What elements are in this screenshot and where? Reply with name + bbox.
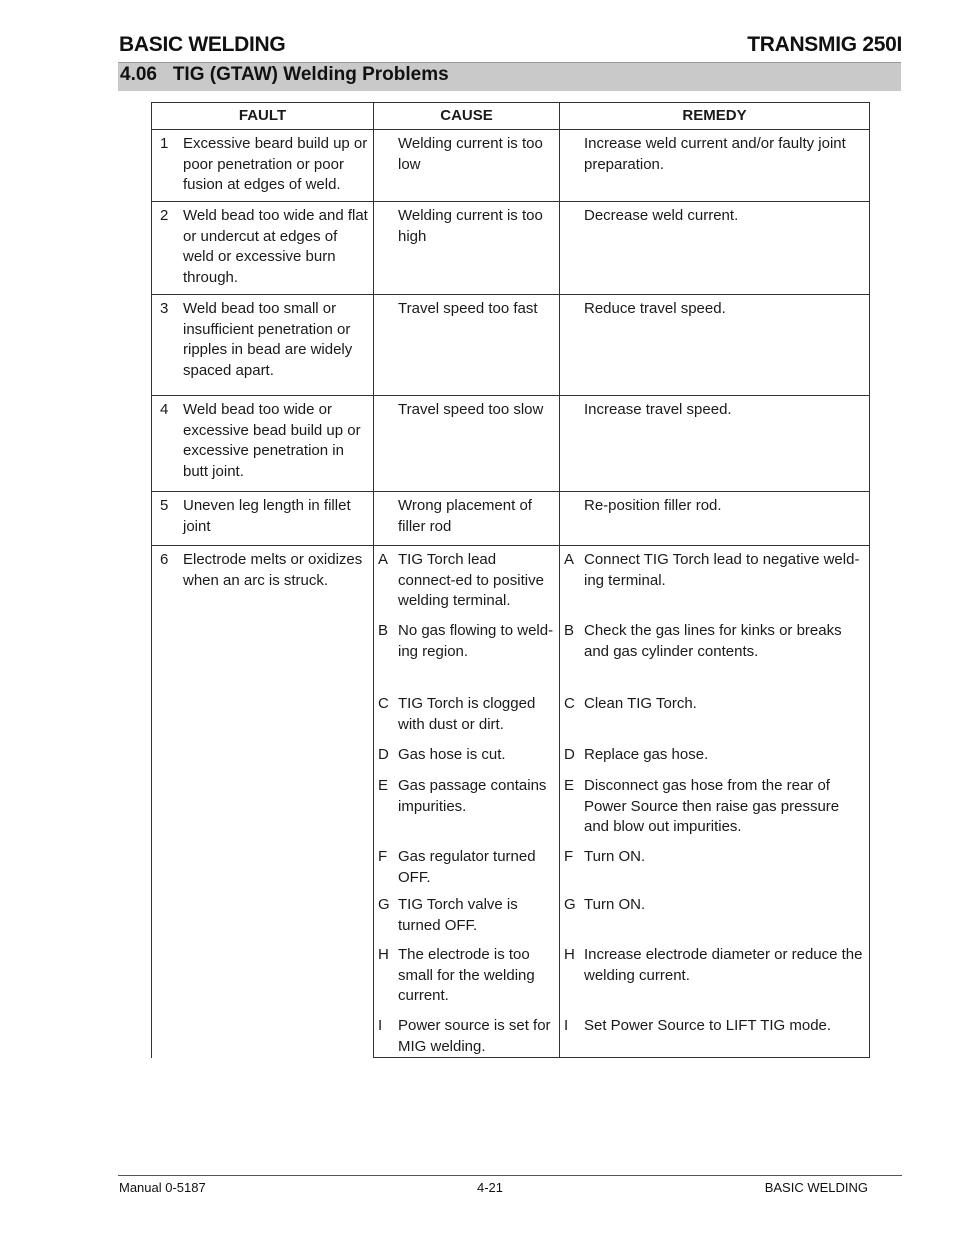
table-header-row [152,103,870,130]
header-left-title: BASIC WELDING [119,33,286,56]
footer-divider [118,1175,902,1176]
remedy-cell [560,843,870,891]
remedy-text: Set Power Source to LIFT TIG mode. [584,1017,832,1034]
remedy-content [560,690,869,715]
remedy-label [564,134,584,175]
cause-text: No gas flowing to weld-ing region. [398,622,554,660]
section-title: 4.06 TIG (GTAW) Welding Problems [120,64,449,85]
column-header-remedy: REMEDY [560,103,870,130]
fault-label: 1 [160,135,169,152]
remedy-content [560,617,869,662]
cause-cell [374,891,560,941]
remedy-label [564,206,584,227]
cause-cell [374,202,560,295]
cause-label: E [378,777,389,794]
remedy-content [560,941,869,986]
remedy-label: I [564,1017,569,1034]
cause-text: Gas passage contains impurities. [398,777,547,815]
cause-content [374,1012,559,1057]
cause-label: I [378,1017,383,1034]
remedy-content [560,891,869,916]
fault-content [152,295,373,381]
remedy-content [560,843,869,868]
cause-cell [374,396,560,492]
cause-content [374,295,559,320]
fault-text: Weld bead too wide and flat or undercut at edges of weld or excessive burn through. [183,207,368,286]
table-row [152,492,870,546]
remedy-label: E [564,777,575,794]
fault-cell [152,546,374,1058]
cause-content [374,741,559,766]
remedy-cell [560,396,870,492]
cause-label: D [378,746,389,763]
remedy-text: Reduce travel speed. [584,300,726,317]
remedy-label [564,496,584,517]
remedy-text: Replace gas hose. [584,746,709,763]
cause-label: A [378,551,389,568]
cause-cell [374,130,560,202]
cause-text: Welding current is too high [398,207,543,245]
remedy-label [564,299,584,320]
remedy-cell [560,941,870,1012]
cause-label [378,299,398,320]
remedy-cell [560,617,870,690]
fault-content [152,130,373,196]
cause-label [378,134,398,175]
fault-content [152,546,373,591]
cause-cell [374,941,560,1012]
fault-text: Weld bead too small or insufficient penetration or ripples in bead are widely spaced apart. [183,300,353,379]
table-row [152,202,870,295]
header-right-title: TRANSMIG 250I [747,33,902,56]
cause-cell [374,492,560,546]
remedy-label: H [564,946,575,963]
cause-cell [374,295,560,396]
fault-content [152,202,373,288]
cause-label: F [378,848,388,865]
remedy-cell [560,741,870,772]
fault-text: Uneven leg length in fillet joint [183,497,351,535]
fault-cell [152,130,374,202]
table-body [152,130,870,1058]
cause-text: Travel speed too slow [398,401,544,418]
remedy-label [564,400,584,421]
remedy-cell [560,130,870,202]
cause-text: Welding current is too low [398,135,543,173]
cause-text: Gas regulator turned OFF. [398,848,536,886]
cause-text: TIG Torch lead connect-ed to positive welding terminal. [398,551,544,609]
remedy-cell [560,772,870,843]
remedy-text: Decrease weld current. [584,207,739,224]
cause-content [374,843,559,888]
cause-text: TIG Torch valve is turned OFF. [398,896,518,934]
cause-text: Power source is set for MIG welding. [398,1017,551,1055]
cause-cell [374,741,560,772]
remedy-content [560,396,869,421]
cause-label: C [378,695,389,712]
cause-text: Wrong placement of filler rod [398,497,532,535]
fault-text: Electrode melts or oxidizes when an arc is struck. [183,551,363,589]
section-header-bar [118,62,901,91]
fault-label: 4 [160,401,169,418]
troubleshooting-table [151,102,870,1058]
cause-content [374,396,559,421]
cause-content [374,492,559,537]
fault-text: Excessive beard build up or poor penetration or poor fusion at edges of weld. [183,135,368,193]
column-header-cause: CAUSE [374,103,560,130]
remedy-text: Turn ON. [584,848,646,865]
footer-section-name: BASIC WELDING [764,1180,868,1195]
remedy-label: G [564,896,576,913]
remedy-text: Turn ON. [584,896,646,913]
cause-content [374,690,559,735]
cause-content [374,130,559,175]
remedy-text: Increase electrode diameter or reduce the welding current. [584,946,863,984]
remedy-text: Check the gas lines for kinks or breaks and gas cylinder contents. [584,622,842,660]
cause-text: Gas hose is cut. [398,746,506,763]
remedy-content [560,130,869,175]
cause-label [378,400,398,421]
remedy-cell [560,891,870,941]
fault-content [152,396,373,482]
table-row [152,546,870,618]
remedy-cell [560,546,870,618]
fault-cell [152,295,374,396]
cause-label [378,496,398,537]
cause-label: B [378,622,389,639]
remedy-text: Disconnect gas hose from the rear of Power Source then raise gas pressure and blow out impurities. [584,777,840,835]
cause-content [374,772,559,817]
remedy-text: Connect TIG Torch lead to negative weld-ing terminal. [584,551,860,589]
fault-cell [152,396,374,492]
remedy-label: F [564,848,574,865]
cause-label: G [378,896,390,913]
remedy-label: B [564,622,575,639]
remedy-content [560,772,869,838]
cause-content [374,941,559,1007]
footer-manual-number: Manual 0-5187 [119,1180,206,1195]
fault-label: 5 [160,497,169,514]
table-row [152,295,870,396]
cause-cell [374,843,560,891]
remedy-text: Re-position filler rod. [584,497,722,514]
cause-cell [374,690,560,741]
remedy-cell [560,492,870,546]
remedy-content [560,202,869,227]
cause-cell [374,772,560,843]
cause-cell [374,546,560,618]
cause-content [374,546,559,612]
table-row [152,396,870,492]
fault-label: 2 [160,207,169,224]
cause-content [374,617,559,662]
remedy-label: C [564,695,575,712]
cause-text: The electrode is too small for the welding current. [398,946,535,1004]
remedy-cell [560,1012,870,1058]
remedy-cell [560,690,870,741]
column-header-fault: FAULT [152,103,374,130]
remedy-content [560,492,869,517]
cause-text: Travel speed too fast [398,300,538,317]
table-row [152,130,870,202]
remedy-content [560,1012,869,1037]
fault-label: 3 [160,300,169,317]
remedy-text: Increase weld current and/or faulty joint preparation. [584,135,846,173]
fault-content [152,492,373,537]
fault-cell [152,202,374,295]
remedy-content [560,741,869,766]
remedy-cell [560,202,870,295]
remedy-cell [560,295,870,396]
remedy-text: Clean TIG Torch. [584,695,697,712]
remedy-content [560,546,869,591]
cause-label [378,206,398,247]
cause-cell [374,1012,560,1058]
footer-page-number: 4-21 [477,1180,504,1195]
cause-content [374,891,559,936]
cause-label: H [378,946,389,963]
fault-cell [152,492,374,546]
remedy-label: D [564,746,575,763]
fault-text: Weld bead too wide or excessive bead build up or excessive penetration in butt joint. [183,401,361,480]
cause-content [374,202,559,247]
remedy-label: A [564,551,575,568]
remedy-content [560,295,869,320]
remedy-text: Increase travel speed. [584,401,732,418]
fault-label: 6 [160,551,169,568]
cause-cell [374,617,560,690]
cause-text: TIG Torch is clogged with dust or dirt. [398,695,536,733]
